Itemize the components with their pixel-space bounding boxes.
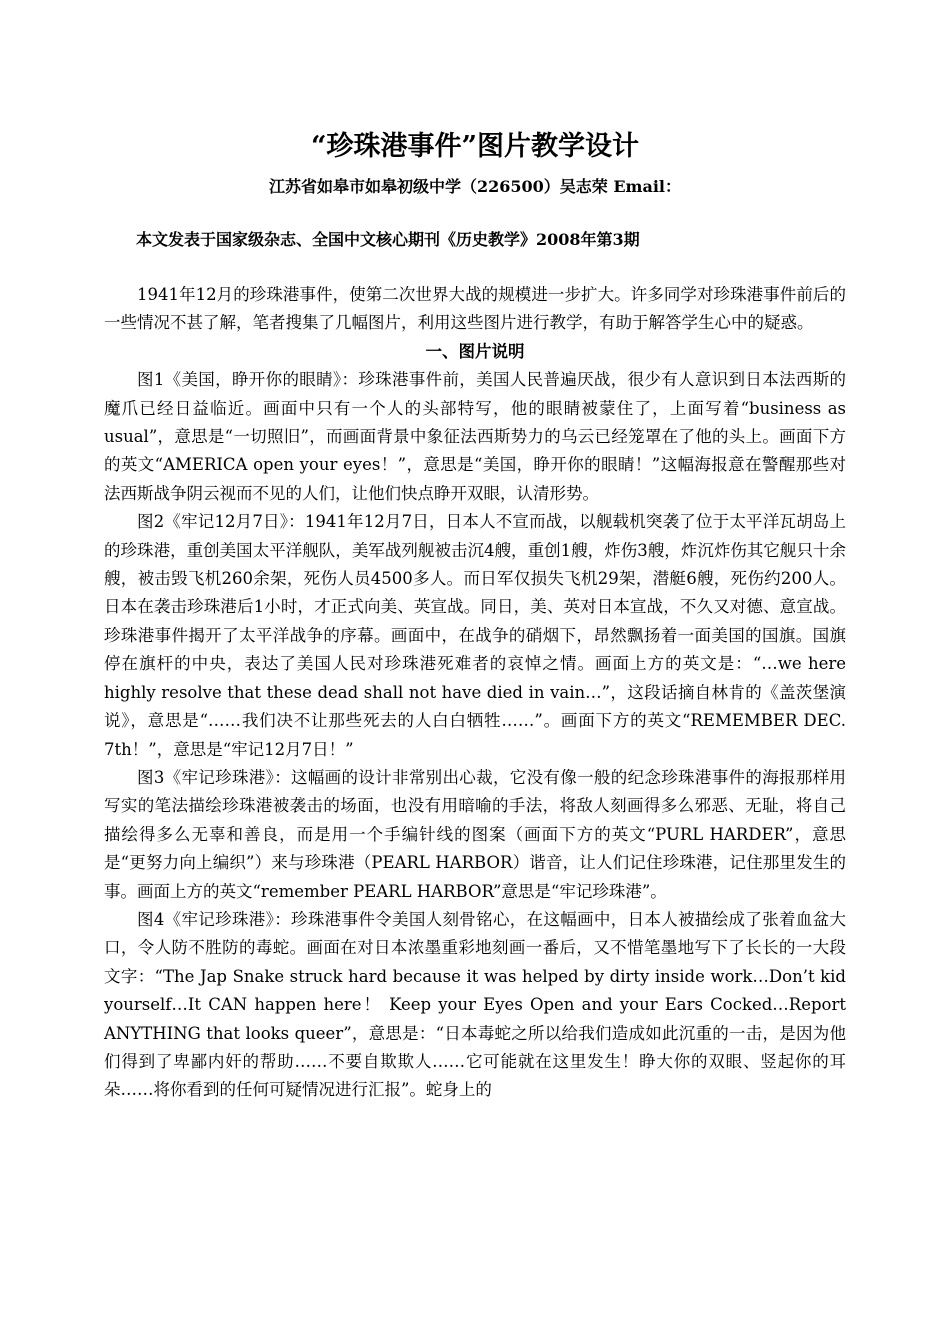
figure-4-paragraph: 图4《牢记珍珠港》：珍珠港事件令美国人刻骨铭心，在这幅画中，日本人被描绘成了张着血盆大口，令人防不胜防的毒蛇。画面在对日本浓墨重彩地刻画一番后，又不惜笔墨地写下了长长的一大段文字：“The Jap Snake struck hard because it was helped by dirty inside work…Don’t kid yourself…It CAN happen here！ Keep your Eyes Open and your Ears Cocked…Report ANYTHING that looks queer”，意思是：“日本毒蛇之所以给我们造成如此沉重的一击，是因为他们得到了卑鄙内奸的帮助……不要自欺欺人……它可能就在这里发生！睁大你的双眼、竖起你的耳朵……将你看到的任何可疑情况进行汇报”。蛇身上的 [104, 909, 846, 1100]
figure-2-paragraph: 图2《牢记12月7日》：1941年12月7日，日本人不宣而战，以舰载机突袭了位于太平洋瓦胡岛上的珍珠港，重创美国太平洋舰队，美军战列舰被击沉4艘，重创1艘，炸伤3艘，炸沉炸伤其它舰只十余艘，被击毁飞机260余架，死伤人员4500多人。而日军仅损失飞机29架，潜艇6艘，死伤约200人。日本在袭击珍珠港后1小时，才正式向美、英宣战。同日，美、英对日本宣战，不久又对德、意宣战。珍珠港事件揭开了太平洋战争的序幕。画面中，在战争的硝烟下，昂然飘扬着一面美国的国旗。国旗停在旗杆的中央，表达了美国人民对珍珠港死难者的哀悼之情。画面上方的英文是：“…we here highly resolve that these dead shall not have died in vain…”，这段话摘自林肯的《盖茨堡演说》，意思是“……我们决不让那些死去的人白白牺牲……”。画面下方的英文“REMEMBER DEC. 7th！”，意思是“牢记12月7日！” [104, 512, 846, 759]
figure-3-paragraph: 图3《牢记珍珠港》：这幅画的设计非常别出心裁，它没有像一般的纪念珍珠港事件的海报那样用写实的笔法描绘珍珠港被袭击的场面，也没有用暗喻的手法，将敌人刻画得多么邪恶、无耻，将自己描绘得多么无辜和善良，而是用一个手编针线的图案（画面下方的英文“PURL HARDER”，意思是“更努力向上编织”）来与珍珠港（PEARL HARBOR）谐音，让人们记住珍珠港，记住那里发生的事。画面上方的英文“remember PEARL HARBOR”意思是“牢记珍珠港”。 [104, 767, 846, 901]
author-line: 江苏省如皋市如皋初级中学（226500）吴志荣 Email： [268, 177, 682, 196]
figure-1-paragraph: 图1《美国，睁开你的眼睛》：珍珠港事件前，美国人民普遍厌战，很少有人意识到日本法西斯的魔爪已经日益临近。画面中只有一个人的头部特写，他的眼睛被蒙住了，上面写着“business as usual”，意思是“一切照旧”，而画面背景中象征法西斯势力的乌云已经笼罩在了他的头上。画面下方的英文“AMERICA open your eyes！”，意思是“美国，睁开你的眼睛！”这幅海报意在警醒那些对法西斯战争阴云视而不见的人们，让他们快点睁开双眼，认清形势。 [104, 370, 846, 503]
section-heading: 一、图片说明 [425, 341, 525, 361]
intro-paragraph: 1941年12月的珍珠港事件，使第二次世界大战的规模进一步扩大。许多同学对珍珠港事件前后的一些情况不甚了解，笔者搜集了几幅图片，利用这些图片进行教学，有助于解答学生心中的疑惑。 [104, 285, 846, 333]
publication-notice: 本文发表于国家级杂志、全国中文核心期刊《历史教学》2008年第3期 [136, 230, 640, 249]
document-title: “珍珠港事件”图片教学设计 [310, 131, 640, 162]
